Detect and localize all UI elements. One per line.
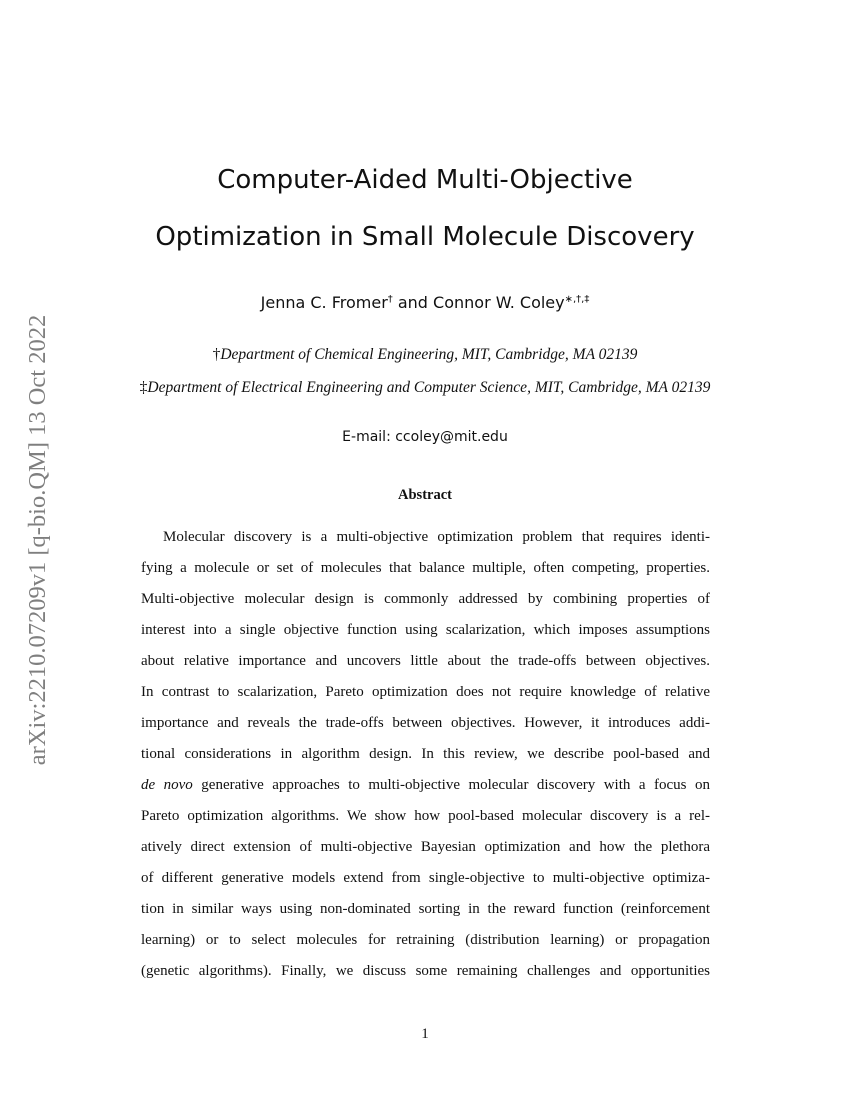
abstract-line: tion in similar ways using non-dominated sorting in the reward function (reinforcement (141, 901, 710, 917)
abstract-line: importance and reveals the trade-offs between objectives. However, it introduces addi- (141, 715, 710, 731)
abstract-line: Multi-objective molecular design is commonly addressed by combining properties of (141, 591, 710, 607)
abstract-body (141, 522, 710, 987)
affiliation-text: Department of Electrical Engineering and Computer Science, MIT, Cambridge, MA 02139 (147, 379, 711, 396)
abstract-line: of different generative models extend from single-objective to multi-objective optimiza- (141, 870, 710, 886)
author-name: Connor W. Coley (433, 293, 565, 312)
abstract-line: about relative importance and uncovers little about the trade-offs between objectives. (141, 653, 710, 669)
affiliation-2 (0, 379, 850, 397)
affiliation-1 (0, 346, 850, 364)
affiliation-mark: ‡ (139, 379, 148, 396)
affiliation-mark: † (212, 346, 221, 363)
page-number: 1 (421, 1026, 429, 1042)
paper-title-line-2: Optimization in Small Molecule Discovery (155, 222, 695, 252)
author-name: Jenna C. Fromer (260, 293, 388, 312)
paper-title-line-1: Computer-Aided Multi-Objective (217, 165, 633, 195)
contact-email: E-mail: ccoley@mit.edu (342, 429, 508, 445)
abstract-line: learning) or to select molecules for retraining (distribution learning) or propagation (141, 932, 710, 948)
abstract-line: Pareto optimization algorithms. We show how pool-based molecular discovery is a rel- (141, 808, 710, 824)
author-connector: and (392, 293, 434, 312)
arxiv-identifier-stamp: arXiv:2210.07209v1 [q-bio.QM] 13 Oct 2022 (24, 314, 51, 766)
abstract-italic-phrase: de novo (141, 777, 193, 793)
abstract-line: (genetic algorithms). Finally, we discuss some remaining challenges and opportunities (141, 963, 710, 979)
abstract-line: atively direct extension of multi-objective Bayesian optimization and how the plethora (141, 839, 710, 855)
author-list (0, 293, 850, 312)
abstract-line: tional considerations in algorithm design. In this review, we describe pool-based and (141, 746, 710, 762)
affiliation-text: Department of Chemical Engineering, MIT, Cambridge, MA 02139 (220, 346, 638, 363)
abstract-line: fying a molecule or set of molecules that balance multiple, often competing, properties. (141, 560, 710, 576)
abstract-heading: Abstract (398, 487, 452, 503)
abstract-line: Molecular discovery is a multi-objective optimization problem that requires identi- (163, 529, 710, 545)
abstract-line: In contrast to scalarization, Pareto optimization does not require knowledge of relative (141, 684, 710, 700)
abstract-line-text: generative approaches to multi-objective molecular discovery with a focus on (201, 777, 710, 793)
abstract-line-with-italic (141, 770, 710, 801)
author-affiliation-marks: † (387, 294, 393, 305)
author-affiliation-marks: ∗,†,‡ (564, 294, 590, 305)
abstract-line: interest into a single objective function using scalarization, which imposes assumptions (141, 622, 710, 638)
